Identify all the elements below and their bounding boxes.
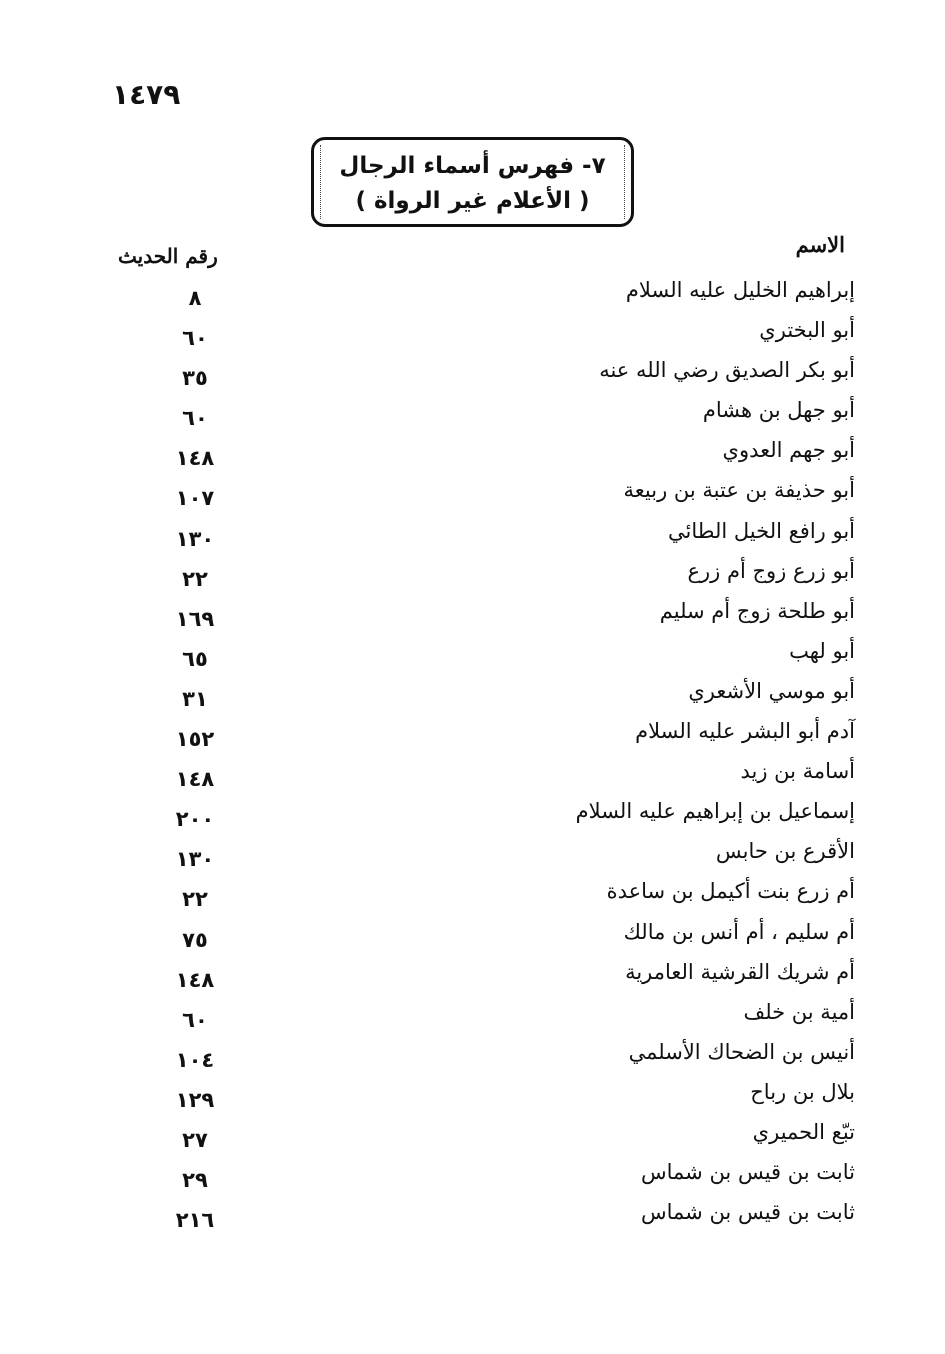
entry-name: تبّع الحميري [752, 1119, 855, 1144]
title-line-1: ٧- فهرس أسماء الرجال [339, 153, 606, 179]
entry-hadith-number: ١٦٩ [175, 606, 215, 631]
index-entry [0, 318, 945, 358]
entry-name: أم زرع بنت أكيمل بن ساعدة [606, 879, 855, 904]
entry-name: أسامة بن زيد [740, 759, 855, 784]
entry-hadith-number: ١٥٢ [175, 727, 215, 752]
entry-name: أمية بن خلف [743, 999, 855, 1024]
entry-hadith-number: ١٣٠ [175, 526, 215, 551]
entry-name: أبو طلحة زوج أم سليم [659, 598, 855, 623]
index-entry [0, 1040, 945, 1080]
entry-hadith-number: ١٣٠ [175, 847, 215, 872]
entry-name: أبو رافع الخيل الطائي [668, 518, 855, 543]
entry-name: أبو جهل بن هشام [702, 398, 855, 423]
entry-hadith-number: ٦٠ [182, 406, 208, 431]
index-entry [0, 920, 945, 960]
index-entry [0, 559, 945, 599]
entry-name: أبو زرع زوج أم زرع [687, 558, 855, 583]
index-entry [0, 478, 945, 518]
entry-name: أم شريك القرشية العامرية [625, 959, 855, 984]
entry-hadith-number: ٢٧ [182, 1127, 208, 1152]
entry-name: أبو حذيفة بن عتبة بن ربيعة [623, 478, 855, 503]
column-header-hadith-number: رقم الحديث [118, 244, 218, 268]
entry-hadith-number: ٣٥ [182, 366, 208, 391]
index-entry [0, 358, 945, 398]
index-entry [0, 519, 945, 559]
index-entry [0, 438, 945, 478]
entry-hadith-number: ٦٠ [182, 326, 208, 351]
entry-name: آدم أبو البشر عليه السلام [635, 719, 855, 744]
entry-name: ثابت بن قيس بن شماس [641, 1200, 855, 1225]
column-header-name: الاسم [795, 232, 845, 257]
index-entry [0, 1080, 945, 1120]
entry-hadith-number: ١٠٤ [175, 1047, 215, 1072]
index-entry [0, 879, 945, 919]
entry-name: أبو بكر الصديق رضي الله عنه [599, 358, 855, 383]
entry-name: أنيس بن الضحاك الأسلمي [628, 1039, 855, 1064]
entry-name: أبو البختري [759, 318, 855, 343]
index-entry [0, 960, 945, 1000]
entry-hadith-number: ٦٥ [182, 646, 208, 671]
entry-name: أبو لهب [789, 638, 855, 663]
entry-hadith-number: ١٠٧ [175, 486, 215, 511]
title-box [311, 137, 634, 227]
entry-name: إسماعيل بن إبراهيم عليه السلام [575, 799, 855, 824]
page-number: ١٤٧٩ [112, 78, 181, 111]
index-entry [0, 759, 945, 799]
entry-hadith-number: ٨ [188, 286, 202, 310]
entry-hadith-number: ٢٩ [182, 1168, 208, 1193]
entry-name: ثابت بن قيس بن شماس [641, 1160, 855, 1185]
entry-hadith-number: ٢١٦ [175, 1208, 215, 1233]
entry-hadith-number: ٣١ [182, 686, 208, 711]
entry-hadith-number: ٢٠٠ [175, 807, 215, 832]
entry-hadith-number: ١٤٨ [175, 767, 215, 792]
index-entry [0, 679, 945, 719]
index-entry [0, 1160, 945, 1200]
entry-name: أبو جهم العدوي [722, 438, 855, 463]
index-entry [0, 1000, 945, 1040]
index-entry [0, 639, 945, 679]
entry-name: الأقرع بن حابس [715, 839, 855, 864]
index-entry [0, 799, 945, 839]
entry-hadith-number: ٦٠ [182, 1007, 208, 1032]
entry-hadith-number: ٢٢ [182, 566, 208, 591]
index-entry [0, 839, 945, 879]
title-line-2: ( الأعلام غير الرواة ) [355, 188, 590, 214]
entry-hadith-number: ١٤٨ [175, 446, 215, 471]
entry-hadith-number: ١٢٩ [175, 1087, 215, 1112]
entry-hadith-number: ٢٢ [182, 887, 208, 912]
entry-name: أبو موسي الأشعري [688, 678, 855, 703]
index-entry [0, 1200, 945, 1240]
index-list [0, 278, 945, 1240]
entry-hadith-number: ٧٥ [182, 927, 208, 952]
index-entry [0, 398, 945, 438]
index-entry [0, 599, 945, 639]
index-entry [0, 719, 945, 759]
entry-hadith-number: ١٤٨ [175, 967, 215, 992]
index-entry [0, 278, 945, 318]
entry-name: أم سليم ، أم أنس بن مالك [623, 919, 855, 944]
index-entry [0, 1120, 945, 1160]
entry-name: إبراهيم الخليل عليه السلام [625, 278, 855, 302]
entry-name: بلال بن رباح [750, 1079, 855, 1104]
